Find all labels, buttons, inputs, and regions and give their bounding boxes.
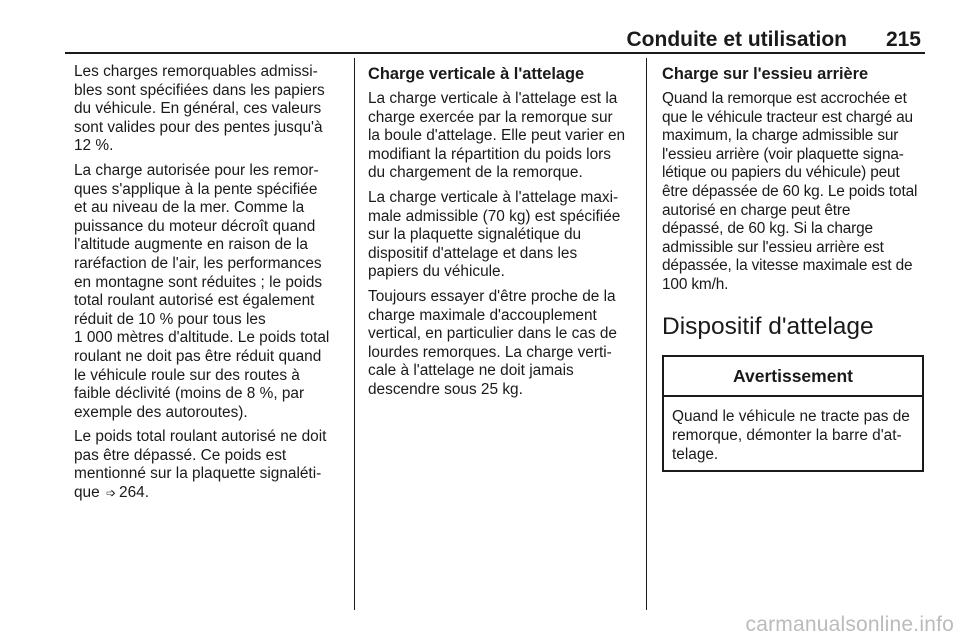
column-middle [368,63,636,406]
column-right [662,63,928,472]
paragraph-rear-axle-load: Quand la remorque est accrochée et que le véhicule tracteur est chargé au maximum, la charge admissible sur l'essieu arrière (voir plaquette signa- létique ou papiers du véhicule) peut être dépassée de 60 kg. Le poids total autorisé en charge peut être dépassé, de 60 kg. Si la charge admissible sur l'essieu arrière est dépassée, la vitesse maximale est de 100 km/h. [662,90,918,293]
paragraph-vertical-load-definition: La charge verticale à l'attelage est la charge exercée par la remorque sur la boule d'attelage. Elle peut varier en modifiant la répartition du poids lors du chargement de la remorque. [368,90,626,182]
watermark: carmanualsonline.info [745,613,954,636]
heading-rear-axle-load: Charge sur l'essieu arrière [662,65,869,83]
heading-vertical-load: Charge verticale à l'attelage [368,65,585,83]
warning-box [662,355,924,473]
page-header [65,26,925,54]
paragraph-vertical-load-advice: Toujours essayer d'être proche de la charge maximale d'accouplement vertical, en particulier dans le cas de lourdes remorques. La charge verti- cale à l'attelage ne doit jamais descendre sous 25 kg. [368,287,617,398]
paragraph-vertical-load-max: La charge verticale à l'attelage maxi- male admissible (70 kg) est spécifiée sur la plaquette signalétique du dispositif d'attelage et dans les papiers du véhicule. [368,188,621,281]
paragraph-gross-weight-text: Le poids total roulant autorisé ne doit pas être dépassé. Ce poids est mentionné sur la plaquette signaléti- que [74,428,327,502]
page-number: 215 [885,28,921,51]
section-title-towing-device: Dispositif d'attelage [662,312,874,340]
page-reference-arrow-icon: ➩ [105,486,117,501]
column-divider-left [354,58,355,610]
paragraph-gross-weight [74,428,352,502]
chapter-title: Conduite et utilisation [626,28,847,51]
header-rule [65,52,925,54]
warning-title: Avertissement [664,357,922,398]
column-left [74,63,352,509]
page-reference-link[interactable]: 264. [119,484,149,502]
paragraph-towing-loads: Les charges remorquables admissi- bles sont spécifiées dans les papiers du véhicule. En général, ces valeurs sont valides pour des pentes jusqu'à 12 %. [74,63,325,155]
column-divider-right [646,58,647,610]
paragraph-altitude: La charge autorisée pour les remor- ques s'applique à la pente spécifiée et au niveau de la mer. Comme la puissance du moteur décroît quand l'altitude augmente en raison de la raréfaction de l'air, les performances en montagne sont réduites ; le poids total roulant autorisé est également réduit de 10 % pour tous les 1 000 mètres d'altitude. Le poids total roulant ne doit pas être réduit quand le véhicule roule sur des routes à faible déclivité (moins de 8 %, par exemple des autoroutes). [74,161,330,421]
warning-text: Quand le véhicule ne tracte pas de remorque, démonter la barre d'at- telage. [672,408,910,464]
